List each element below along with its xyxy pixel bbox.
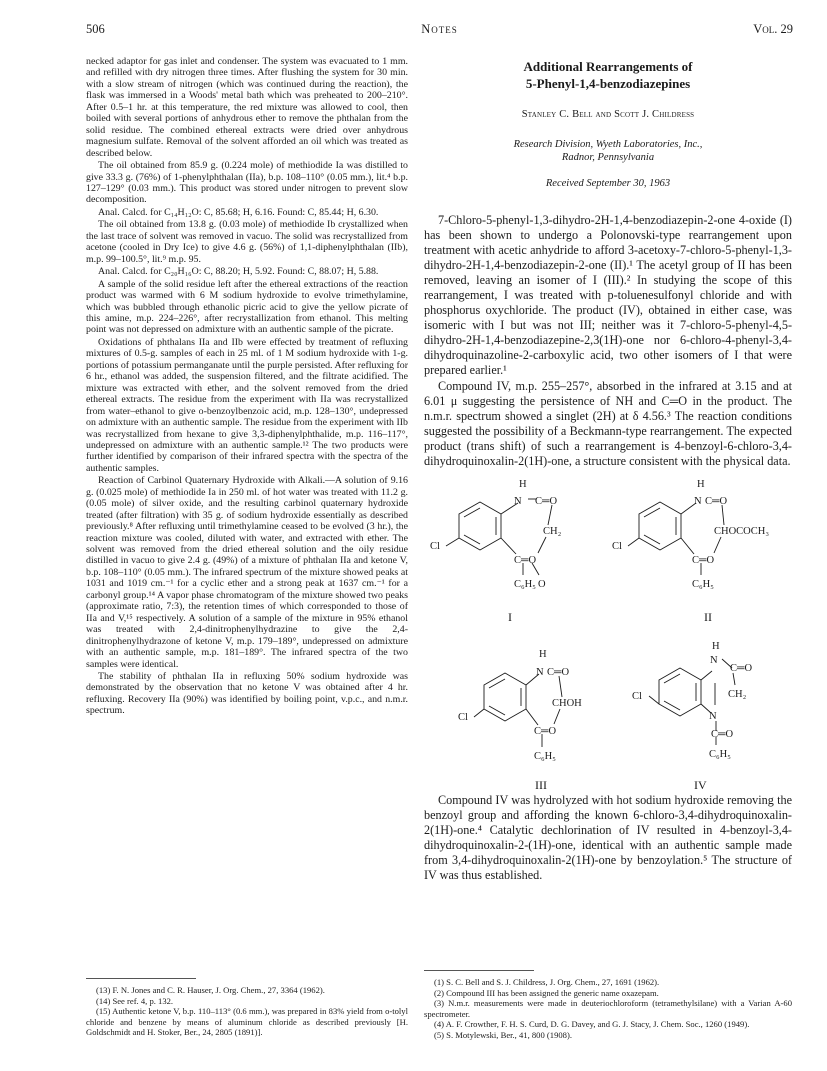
atom-label: N	[710, 654, 718, 666]
paragraph: The stability of phthalan IIa in refluxing 50% sodium hydroxide was demonstrated by the observation that no ketone V was obtained after 4 hr. refluxing. Recovery IIa (90%) was identified by boiling point, v.p.c., and n.m.r. spectrum.	[86, 671, 408, 717]
atom-label: H	[697, 478, 705, 490]
atom-label: C═O	[705, 495, 728, 507]
structure-label: II	[704, 609, 712, 624]
article-title	[424, 58, 792, 92]
paragraph: Compound IV, m.p. 255–257°, absorbed in the infrared at 3.15 and at 6.01 μ suggesting the persistence of NH and C═O in the product. The n.m.r. spectrum showed a singlet (2H) at δ 4.56.³ The reaction conditions suggested the possibility of a Beckmann-type rearrangement. The expected product (trans shift) of such a rearrangement is 4-benzoyl-6-chloro-3,4-dihydroquinoxalin-2(1H)-one, a structure consistent with the physical data.	[424, 378, 792, 468]
structure-label: I	[508, 609, 512, 624]
structure-iii	[458, 649, 582, 792]
structures-svg	[424, 475, 792, 793]
atom-label: C═O	[711, 728, 734, 740]
title-line: Additional Rearrangements of	[523, 59, 693, 74]
volume-label: Vol. 29	[753, 22, 793, 36]
paragraph: 7-Chloro-5-phenyl-1,3-dihydro-2H-1,4-benzodiazepin-2-one 4-oxide (I) has been shown to undergo a Polonovski-type rearrangement upon treatment with acetic anhydride to afford 3-acetoxy-7-chloro-5-phenyl-1,3-dihydro-2H-1,4-benzodiazepin-2-one (II).¹ The acetyl group of II has been removed, leaving an isomer of I (III).² In studying the scope of this rearrangement, I was treated with p-toluenesulfonyl chloride and with phosphorus oxychloride. The product (IV), obtained in either case, was isomeric with I but was not III; neither was it 7-chloro-5-phenyl-4,5-dihydro-2H-1,4-benzodiazepine-2,3(1H)-one nor 6-chloro-4-phenyl-3,4-dihydroquinazoline-2-carboxylic acid, two other isomers of I that were prepared earlier.¹	[424, 213, 792, 378]
atom-label: N	[694, 495, 702, 507]
atom-label: Cl	[430, 540, 440, 552]
benzene-ring	[659, 668, 701, 716]
footnote: (14) See ref. 4, p. 132.	[96, 995, 174, 1006]
atom-label: Cl	[612, 540, 622, 552]
atom-label: H	[519, 478, 527, 490]
footnote-rule	[86, 978, 196, 979]
affiliation-line: Radnor, Pennsylvania	[561, 152, 655, 163]
paragraph: Anal. Calcd. for C₂₀H₁₆O: C, 88.20; H, 5.92. Found: C, 88.07; H, 5.88.	[98, 266, 379, 278]
title-line: 5-Phenyl-1,4-benzodiazepines	[525, 76, 691, 91]
atom-label: C═O	[692, 554, 715, 566]
atom-label: C═O	[514, 554, 537, 566]
page-number: 506	[86, 22, 105, 36]
authors: Stanley C. Bell and Scott J. Childress	[521, 109, 695, 120]
structure-iv	[632, 641, 752, 792]
atom-label: C═O	[547, 666, 570, 678]
structure-ii	[612, 479, 769, 624]
atom-label: CHOCOCH₃	[714, 525, 770, 537]
footnote-rule	[424, 970, 534, 971]
footnote: (13) F. N. Jones and C. R. Hauser, J. Org. Chem., 27, 3364 (1962).	[96, 985, 325, 995]
left-column	[86, 56, 408, 717]
footnote: (3) N.m.r. measurements were made in deuteriochloroform (tetramethylsilane) with a Varian A-60 spectrometer.	[424, 998, 792, 1019]
footnote: (1) S. C. Bell and S. J. Childress, J. Org. Chem., 27, 1691 (1962).	[434, 977, 660, 987]
atom-label: C₆H₅	[709, 748, 731, 760]
article-body-top	[424, 213, 792, 469]
footnote: (2) Compound III has been assigned the generic name oxazepam.	[434, 987, 659, 998]
left-footnotes	[86, 978, 408, 1038]
structure-label: IV	[694, 777, 707, 792]
atom-label: N	[514, 495, 522, 507]
atom-label: Cl	[632, 690, 642, 702]
benzene-ring	[459, 502, 501, 550]
paragraph: A sample of the solid residue left after the ethereal extractions of the reaction product was warmed with 6 M sodium hydroxide to evolve trimethylamine, which was bubbled through ethanolic picric acid to give the yellow picrate of this amine, m.p. 224–226°, after recrystallization from ethanol. This melting point was not depressed on admixture with an authentic sample of the picrate.	[86, 278, 408, 336]
paragraph: The oil obtained from 85.9 g. (0.224 mole) of methiodide Ia was distilled to give 33.3 g. (76%) of 1-phenylphthalan (IIa), b.p. 108–110° (0.05 mm.), lit.⁴ b.p. 127–129° (0.03 mm.). This product was stored under nitrogen to prevent slow decomposition.	[86, 160, 408, 206]
atom-label: C₆H₅	[692, 578, 714, 590]
benzene-ring	[484, 673, 526, 721]
paragraph: necked adaptor for gas inlet and condenser. The system was evacuated to 1 mm. and refilled with dry nitrogen three times. After flushing the system for 30 min. with a slow stream of nitrogen (which was continued during the reaction), the flask was immersed in a Woods' metal bath which was preheated to 200–210°. After 0.5–1 hr. at this temperature, the red mixture was allowed to cool, then boiled with several portions of anhydrous ether to remove the phthalan from the solid residue. The combined ethereal extracts were dried over anhydrous magnesium sulfate. Removal of the solvent afforded an oil which was treated as described below.	[86, 56, 408, 159]
atom-label: H	[712, 640, 720, 652]
structure-label: III	[535, 777, 547, 792]
atom-label: CH₂	[728, 688, 747, 700]
atom-label: O	[538, 578, 546, 590]
paragraph: Reaction of Carbinol Quaternary Hydroxide with Alkali.—A solution of 9.16 g. (0.025 mole) of methiodide Ia in 250 ml. of hot water was treated with 11.2 g. (0.05 mole) of silver oxide, and the resulting carbinol quaternary hydroxide treated (after filtration) with 35 g. of sodium hydroxide essentially as described previously.⁸ After refluxing until trimethylamine ceased to be evolved (3 hr.), the reaction mixture was cooled, diluted with water, and extracted with ether. The solvent was removed from the dried ethereal solution and the oily residue distilled in vacuo to give 2.4 g. (49%) of a mixture of phthalan IIa and ketone V, b.p. 108–110° (0.05 mm.). The infrared spectrum of the mixture showed peaks at 1031 and 1019 cm.⁻¹ for a cyclic ether and a strong peak at 1637 cm.⁻¹ for a carbonyl group.¹⁴ A vapor phase chromatogram of the mixture showed two peaks (approximate ratio, 7:3), the retention times of which corresponded to those of IIa and V,¹⁵ respectively. A solution of a sample of the mixture in 95% ethanol was treated with 2,4-dinitrophenylhydrazine to give the 2,4-dinitrophenylhydrazone of ketone V, m.p. 179–189°, undepressed on admixture with an authentic sample, m.p. 181–189°. The infrared spectra of the two samples were identical.	[86, 475, 408, 670]
page-header	[86, 22, 793, 40]
paragraph: Compound IV was hydrolyzed with hot sodium hydroxide removing the benzoyl group and affording the known 6-chloro-3,4-dihydroquinoxalin-2(1H)-one.⁴ Catalytic dechlorination of IV resulted in 4-benzoyl-3,4-dihydroquinoxalin-2-(1H)-one, identical with an authentic sample made from 3,4-dihydroquinoxalin-2(1H)-one by benzoylation.⁵ The structure of IV was thus established.	[424, 792, 792, 883]
atom-label: C₆H₅	[514, 578, 536, 590]
footnote: (15) Authentic ketone V, b.p. 110–113° (0.6 mm.), was prepared in 83% yield from o-tolyl chloride and benzene by means of aluminum chloride as described previously [H. Goldschmidt and H. Stoker, Ber., 24, 2805 (1891)].	[86, 1006, 408, 1038]
affiliation	[424, 138, 792, 164]
atom-label: N	[536, 666, 544, 678]
structure-i	[430, 479, 562, 624]
paragraph: The oil obtained from 13.8 g. (0.03 mole) of methiodide Ib crystallized when the last trace of solvent was removed in vacuo. The solid was recrystallized from acetone (cooled in Dry Ice) to give 4.6 g. (56%) of 1,1-diphenylphthalan (IIb), m.p. 99–100.5°, lit.⁹ m.p. 95.	[86, 219, 408, 265]
footnote: (4) A. F. Crowther, F. H. S. Curd, D. G. Davey, and G. J. Stacy, J. Chem. Soc., 1260 (1949).	[434, 1019, 750, 1030]
benzene-ring	[639, 502, 681, 550]
paragraph: Anal. Calcd. for C₁₄H₁₂O: C, 85.68; H, 6.16. Found: C, 85.44; H, 6.30.	[98, 206, 379, 218]
received-date: Received September 30, 1963	[545, 178, 671, 189]
journal-section: Notes	[421, 22, 458, 36]
atom-label: CHOH	[552, 697, 582, 709]
atom-label: N	[709, 710, 717, 722]
atom-label: H	[539, 648, 547, 660]
atom-label: Cl	[458, 711, 468, 723]
atom-label: C═O	[730, 662, 753, 674]
chemical-structures-figure	[424, 475, 792, 793]
right-footnotes	[424, 970, 792, 1041]
right-column	[424, 56, 792, 883]
affiliation-line: Research Division, Wyeth Laboratories, Inc.,	[513, 139, 703, 150]
footnote: (5) S. Motylewski, Ber., 41, 800 (1908).	[434, 1029, 572, 1040]
paragraph: Oxidations of phthalans IIa and IIb were effected by treatment of refluxing mixtures of 0.5-g. samples of each in 25 ml. of 1 M sodium hydroxide with 1-g. portions of potassium permanganate until the purple persisted. After refluxing for 6 hr., ethanol was added, the suspension filtered, and the filtrate acidified. The mixture was extracted with ether, and the solvent removed from the dried ethereal extracts. The residue from the experiment with IIa was recrystallized from water–ethanol to give o-benzoylbenzoic acid, m.p. 128–130°, undepressed on admixture with an authentic sample. The residue from the experiment with IIb was recrystallized from hexane to give 3,3-diphenylphthalide, m.p. 116–117°, undepressed on admixture with an authentic sample.¹² The two products were further identified by comparison of their infrared spectra with the spectra of the authentic samples.	[86, 336, 408, 474]
atom-label: C₆H₅	[534, 750, 556, 762]
article-body-bottom	[424, 793, 792, 883]
atom-label: C═O	[535, 495, 558, 507]
atom-label: C═O	[534, 725, 557, 737]
atom-label: CH₂	[543, 525, 562, 537]
